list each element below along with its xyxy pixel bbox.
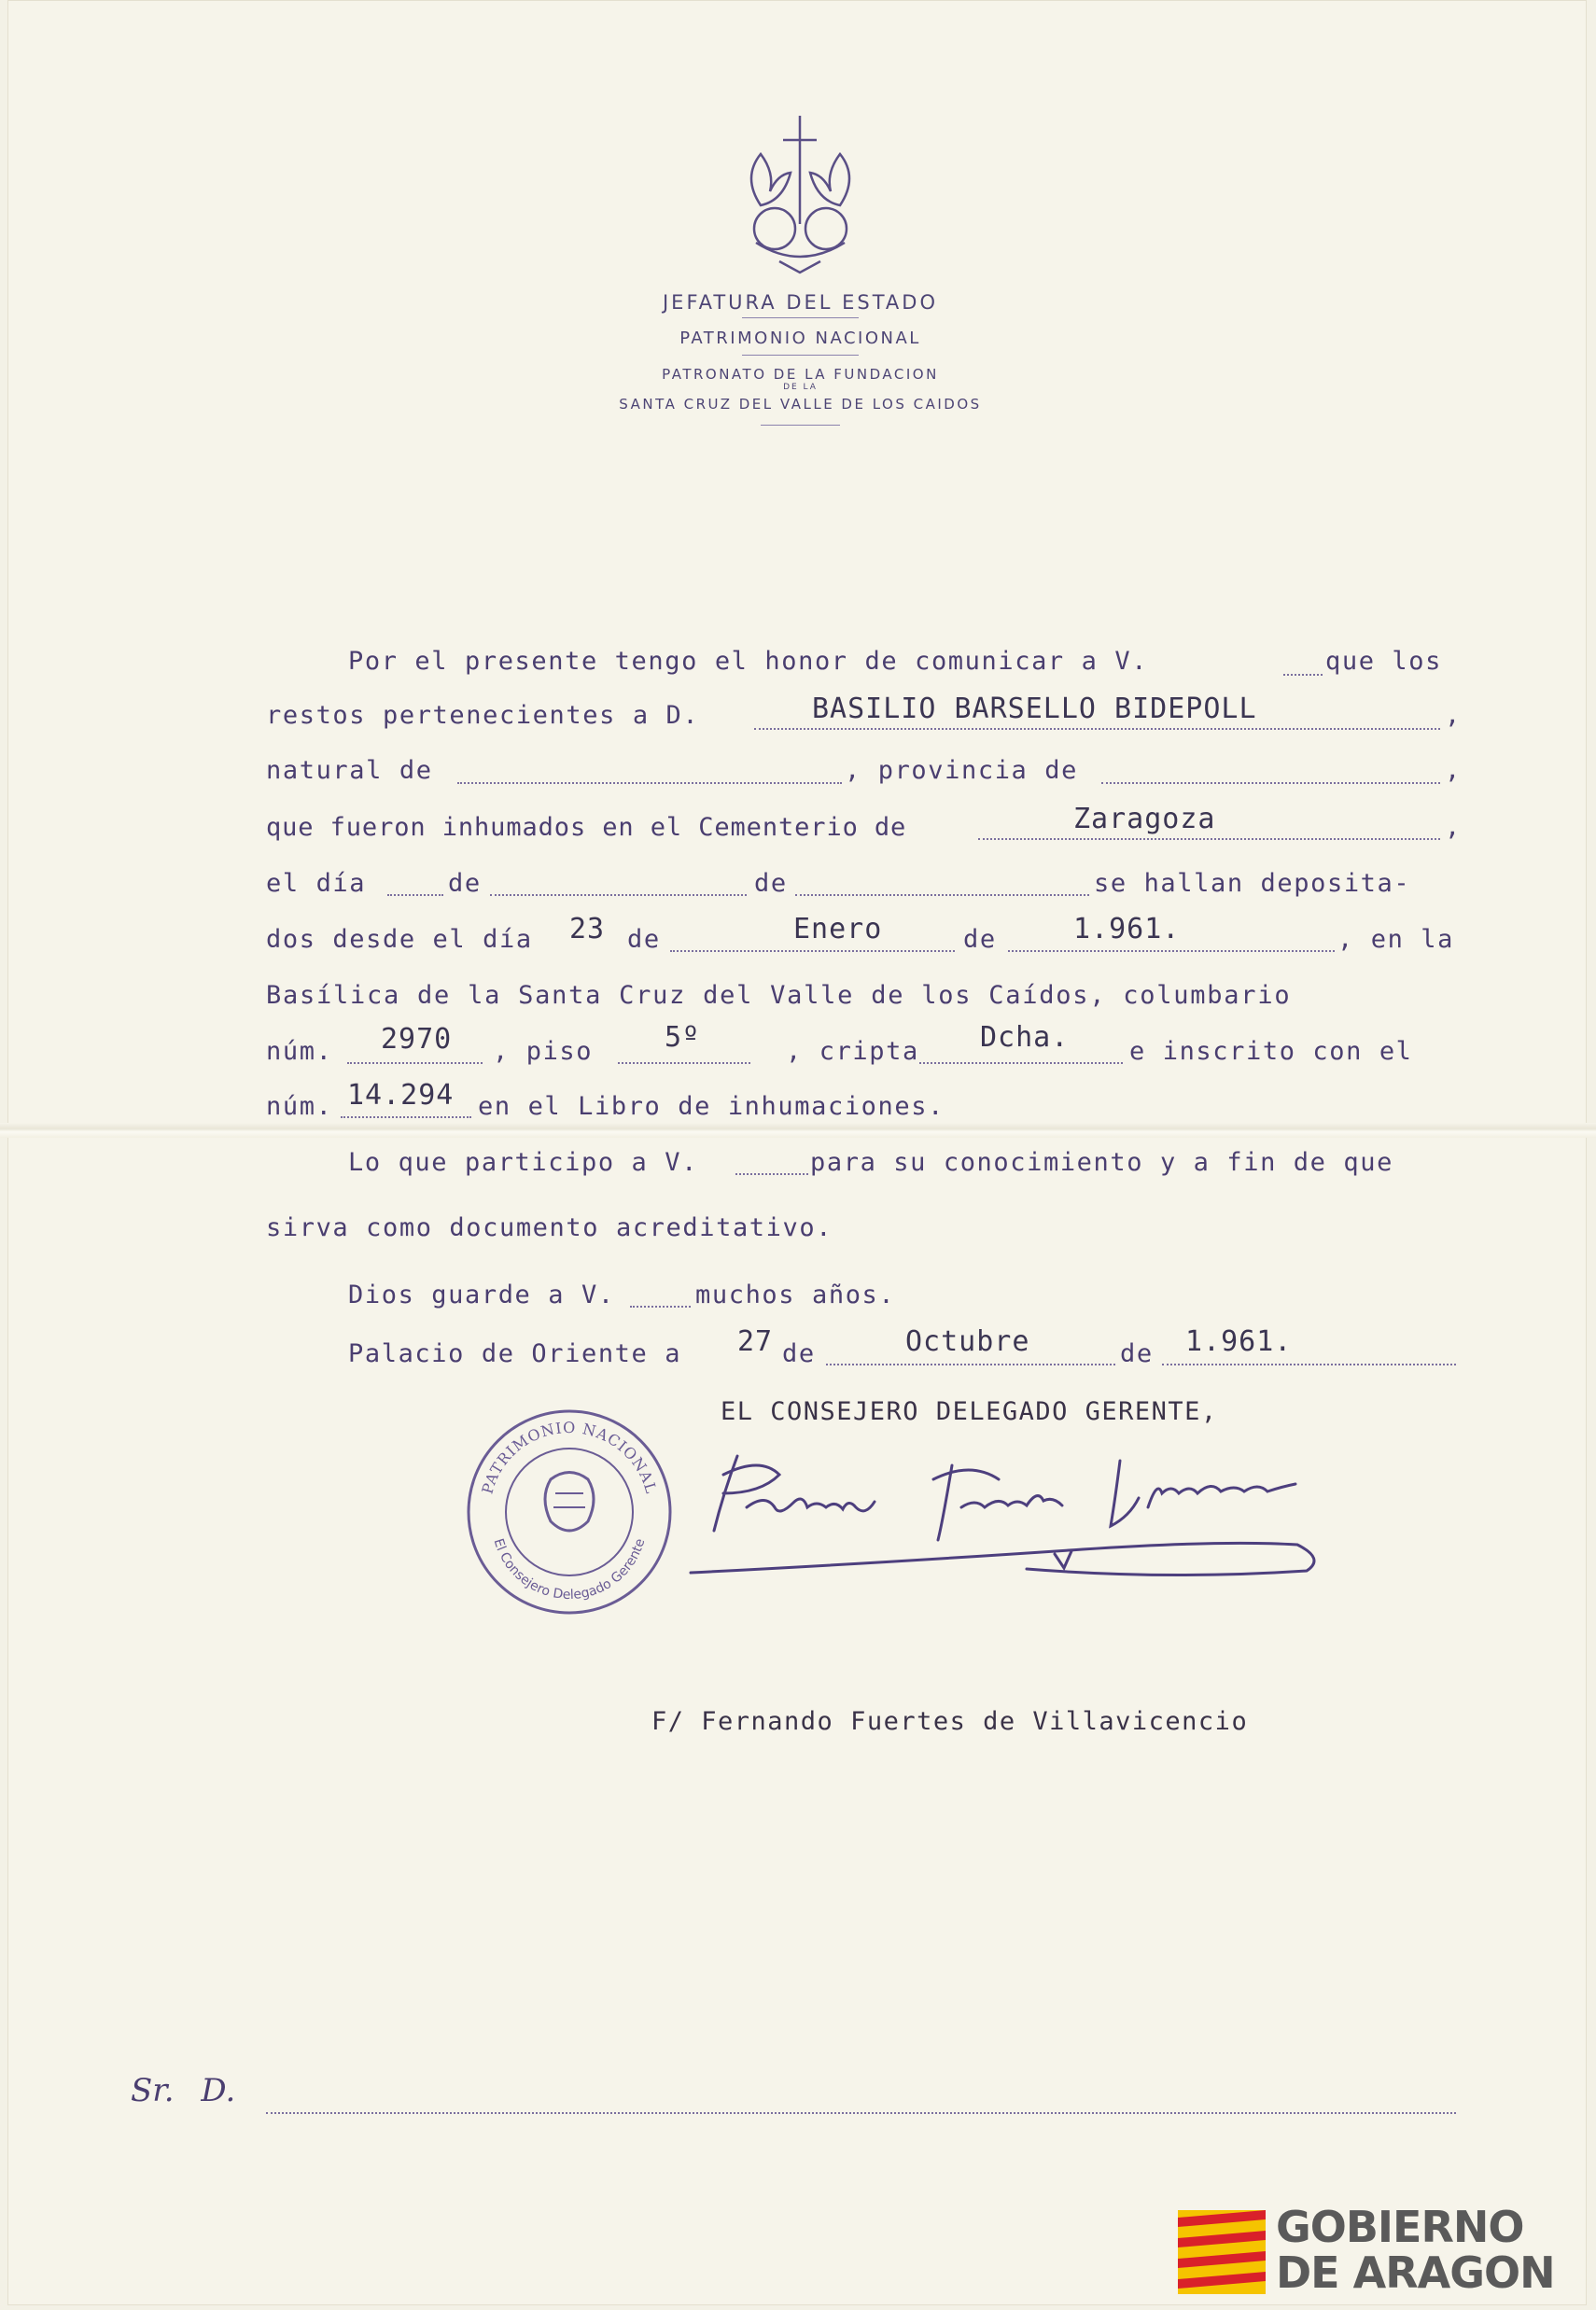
hallan-label: se hallan deposita-: [1094, 869, 1411, 898]
blank-line: [1101, 782, 1440, 784]
desde-day: 23: [569, 913, 606, 945]
piso-label: , piso: [493, 1037, 594, 1066]
cripta-value: Dcha.: [980, 1021, 1070, 1054]
basilica-text: Basílica de la Santa Cruz del Valle de los Caídos, columbario: [266, 981, 1292, 1010]
signatory-name: F/ Fernando Fuertes de Villavicencio: [651, 1707, 1249, 1736]
dios-text-end: muchos años.: [695, 1281, 896, 1309]
libro-label: en el Libro de inhumaciones.: [478, 1092, 945, 1121]
blank-line: [490, 894, 747, 896]
blank-line: [1008, 950, 1335, 952]
provincia-label: , provincia de: [845, 756, 1078, 785]
blank-line: [919, 1062, 1123, 1064]
divider: [761, 425, 840, 426]
columbario-value: 2970: [381, 1023, 453, 1056]
de-label: de: [963, 925, 997, 954]
dios-text: Dios guarde a V.: [348, 1281, 615, 1309]
registro-value: 14.294: [347, 1079, 455, 1112]
de-label: de: [448, 869, 482, 898]
comma: ,: [1445, 756, 1462, 785]
palacio-month: Octubre: [905, 1325, 1030, 1358]
addressee-label: Sr. D.: [131, 2072, 236, 2109]
de-label: de: [1120, 1339, 1154, 1368]
letterhead-line-2: PATRIMONIO NACIONAL: [679, 329, 921, 348]
natural-label: natural de: [266, 756, 433, 785]
desde-year: 1.961.: [1073, 913, 1181, 945]
cementerio-value: Zaragoza: [1073, 803, 1216, 835]
divider: [742, 355, 859, 356]
desde-label: dos desde el día: [266, 925, 533, 954]
gobierno-aragon-logo: [1178, 2202, 1589, 2298]
sirva-text: sirva como documento acreditativo.: [266, 1213, 833, 1242]
blank-line: [1283, 674, 1323, 676]
blank-line: [795, 894, 1089, 896]
de-label: de: [782, 1339, 816, 1368]
blank-line: [347, 1062, 483, 1064]
de-label: de: [754, 869, 788, 898]
cripta-label: , cripta: [786, 1037, 919, 1066]
svg-text:El Consejero Delegado Gerente: El Consejero Delegado Gerente: [490, 1536, 649, 1603]
logo-line-1: GOBIERNO: [1276, 2202, 1524, 2252]
palacio-year: 1.961.: [1185, 1325, 1293, 1358]
comma: ,: [1445, 701, 1462, 730]
de-label: de: [627, 925, 661, 954]
en-la-label: , en la: [1337, 925, 1454, 954]
intro-text: Por el presente tengo el honor de comunicar a V.: [348, 647, 1149, 676]
aragon-flag-icon: [1178, 2210, 1266, 2294]
participo-text-end: para su conocimiento y a fin de que: [810, 1148, 1393, 1177]
blank-line: [735, 1173, 808, 1175]
dia-label: el día: [266, 869, 367, 898]
comma: ,: [1445, 813, 1462, 842]
deceased-name: BASILIO BARSELLO BIDEPOLL: [812, 693, 1257, 725]
blank-line: [387, 894, 443, 896]
inscrito-label: e inscrito con el: [1129, 1037, 1413, 1066]
blank-line: [826, 1364, 1115, 1365]
official-seal-stamp: [462, 1405, 677, 1619]
cementerio-label: que fueron inhumados en el Cementerio de: [266, 813, 907, 842]
blank-line: [1162, 1364, 1456, 1365]
palacio-day: 27: [737, 1325, 774, 1358]
blank-line: [754, 728, 1440, 730]
palacio-label: Palacio de Oriente a: [348, 1339, 682, 1368]
blank-line: [618, 1062, 750, 1064]
letterhead-line-3: PATRONATO DE LA FUNDACION: [662, 366, 939, 383]
divider: [742, 317, 859, 318]
paper-fold: [0, 1123, 1596, 1138]
blank-line: [978, 838, 1440, 840]
svg-text:PATRIMONIO NACIONAL: PATRIMONIO NACIONAL: [478, 1418, 661, 1496]
signatory-title: EL CONSEJERO DELEGADO GERENTE,: [721, 1397, 1218, 1426]
restos-label: restos pertenecientes a D.: [266, 701, 700, 730]
letterhead-line-1: JEFATURA DEL ESTADO: [662, 291, 938, 314]
num-label: núm.: [266, 1037, 333, 1066]
blank-line: [630, 1306, 691, 1308]
letterhead-line-3b: DE LA: [783, 383, 818, 392]
addressee-line: [266, 2112, 1456, 2114]
blank-line: [670, 950, 955, 952]
handwritten-signature: [681, 1437, 1353, 1587]
intro-text-end: que los: [1325, 647, 1442, 676]
blank-line: [457, 782, 842, 784]
desde-month: Enero: [793, 913, 883, 945]
num-label: núm.: [266, 1092, 333, 1121]
logo-line-2: DE ARAGON: [1276, 2247, 1555, 2298]
cross-emblem-icon: [723, 112, 877, 275]
blank-line: [341, 1116, 471, 1118]
participo-text: Lo que participo a V.: [348, 1148, 698, 1177]
piso-value: 5º: [665, 1021, 701, 1054]
letterhead-line-4: SANTA CRUZ DEL VALLE DE LOS CAIDOS: [619, 396, 982, 413]
